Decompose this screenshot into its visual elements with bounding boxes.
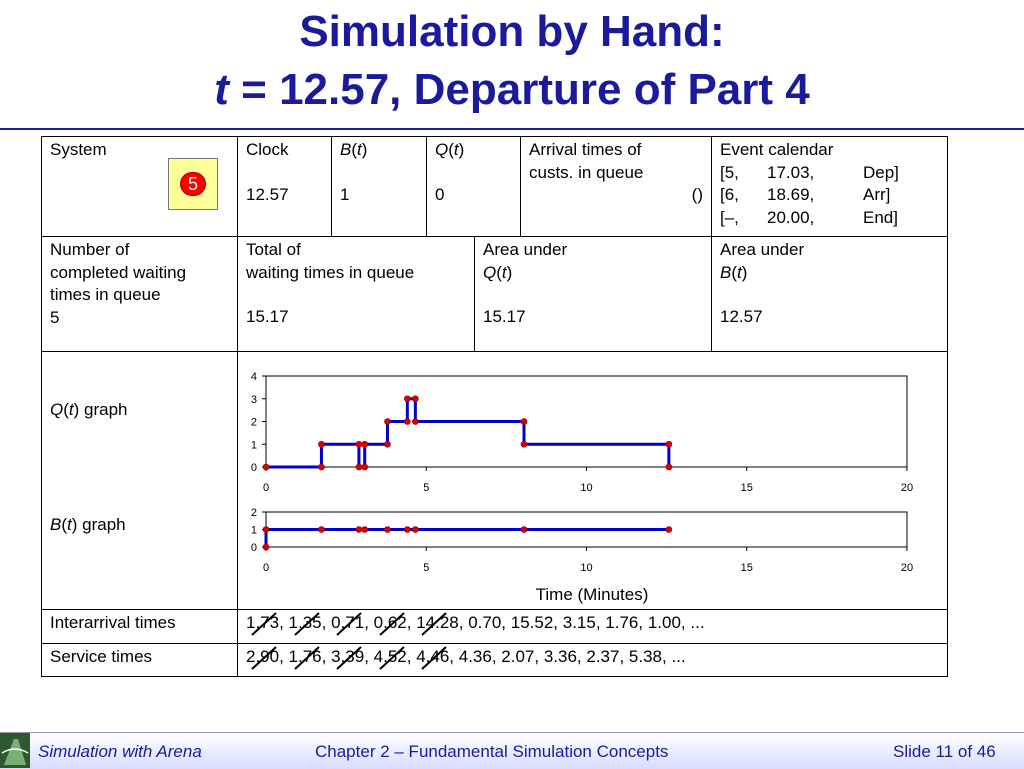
data-point bbox=[356, 527, 362, 533]
num-completed-label-3: times in queue bbox=[50, 285, 161, 304]
data-point bbox=[318, 527, 324, 533]
y-tick-label: 1 bbox=[250, 524, 257, 537]
area-q-func: Q(t) bbox=[483, 262, 513, 282]
service-value: 2.07 bbox=[501, 647, 535, 666]
num-completed-label-1: Number of bbox=[50, 240, 130, 259]
separator: , bbox=[279, 613, 289, 632]
strike-mark bbox=[420, 645, 450, 671]
data-point bbox=[362, 527, 368, 533]
interarrival-value: 1.00 bbox=[647, 613, 681, 632]
interarrival-value: 0.70 bbox=[468, 613, 502, 632]
total-wait-label-1: Total of bbox=[246, 240, 301, 259]
y-tick-label: 2 bbox=[250, 507, 257, 519]
event-entity: [–, bbox=[720, 207, 739, 227]
interarrival-label: Interarrival times bbox=[50, 613, 176, 632]
event-time: 20.00, bbox=[767, 207, 815, 227]
separator: , bbox=[534, 647, 544, 666]
data-point bbox=[318, 464, 324, 470]
data-point bbox=[412, 396, 418, 402]
data-point bbox=[666, 527, 672, 533]
separator: , bbox=[619, 647, 629, 666]
interarrival-value: 0.62 bbox=[374, 613, 407, 632]
qt-value: 0 bbox=[435, 184, 445, 204]
arrival-label-2: custs. in queue bbox=[529, 162, 644, 182]
event-entity: [5, bbox=[720, 162, 739, 182]
system-label: System bbox=[50, 140, 107, 159]
strike-mark bbox=[378, 611, 408, 637]
separator: , bbox=[576, 647, 587, 666]
x-tick-label: 10 bbox=[580, 482, 593, 494]
footer-center: Chapter 2 – Fundamental Simulation Concepts bbox=[315, 742, 669, 761]
separator: , bbox=[458, 613, 469, 632]
bgraph-var: B bbox=[50, 515, 62, 534]
clock-label: Clock bbox=[246, 140, 289, 159]
arrival-label-1: Arrival times of bbox=[529, 140, 642, 159]
service-list bbox=[246, 646, 939, 669]
x-tick-label: 5 bbox=[423, 482, 430, 494]
interarrival-value: 15.52 bbox=[510, 613, 554, 632]
slide-title-line1: Simulation by Hand: bbox=[299, 7, 725, 56]
event-type: End] bbox=[863, 207, 898, 227]
interarrival-label-cell bbox=[41, 609, 238, 644]
separator: , bbox=[364, 647, 374, 666]
interarrival-values-cell bbox=[237, 609, 948, 644]
area-q-value: 15.17 bbox=[483, 307, 526, 326]
data-point bbox=[521, 527, 527, 533]
separator: , bbox=[553, 613, 563, 632]
data-point bbox=[362, 464, 368, 470]
qt-label: Q(t) bbox=[435, 140, 465, 159]
title-rest: = 12.57, Departure of Part 4 bbox=[228, 65, 810, 114]
strike-mark bbox=[335, 645, 365, 671]
area-b-label: Area under bbox=[720, 240, 805, 259]
b-xlabel: Time (Minutes) bbox=[535, 585, 649, 604]
data-point bbox=[356, 441, 362, 447]
qgraph-label: Q(t) graph bbox=[50, 400, 128, 419]
strike-mark bbox=[293, 645, 323, 671]
data-point bbox=[263, 464, 269, 470]
data-point bbox=[263, 527, 269, 533]
series-line bbox=[266, 530, 669, 548]
qt-var: Q bbox=[435, 140, 449, 159]
service-value: 4.52 bbox=[374, 647, 407, 666]
service-values-cell bbox=[237, 643, 948, 677]
separator: , bbox=[501, 613, 511, 632]
x-tick-label: 20 bbox=[900, 562, 914, 574]
event-calendar-label: Event calendar bbox=[720, 140, 834, 159]
data-point bbox=[384, 419, 390, 425]
data-point bbox=[318, 441, 324, 447]
total-wait-value: 15.17 bbox=[246, 307, 289, 326]
bgraph-suffix: graph bbox=[77, 515, 126, 534]
data-point bbox=[356, 464, 362, 470]
service-value: 1.76 bbox=[289, 647, 322, 666]
event-time: 18.69, bbox=[767, 185, 815, 204]
event-time: 17.03, bbox=[767, 162, 815, 182]
data-point bbox=[412, 419, 418, 425]
area-b-value: 12.57 bbox=[720, 307, 763, 326]
strike-mark bbox=[378, 645, 408, 671]
interarrival-value: 3.15 bbox=[562, 613, 596, 632]
service-value: 4.36 bbox=[458, 647, 492, 666]
data-point bbox=[384, 527, 390, 533]
strike-mark bbox=[250, 645, 280, 671]
q-chart bbox=[251, 371, 913, 494]
data-point bbox=[412, 527, 418, 533]
qgraph-var: Q bbox=[50, 400, 64, 419]
num-completed-label-2: completed waiting bbox=[50, 262, 187, 282]
bt-value: 1 bbox=[340, 184, 350, 204]
separator: , bbox=[406, 647, 417, 666]
x-tick-label: 15 bbox=[740, 482, 753, 494]
series-line bbox=[266, 399, 669, 467]
clock-value: 12.57 bbox=[246, 184, 289, 204]
service-value: 4.46 bbox=[416, 647, 449, 666]
y-tick-label: 2 bbox=[250, 416, 257, 429]
arena-logo-icon bbox=[0, 733, 30, 768]
qgraph-paren: t bbox=[68, 400, 74, 419]
service-value: 3.36 bbox=[543, 647, 577, 666]
data-point bbox=[666, 464, 672, 470]
arrival-value: () bbox=[691, 185, 703, 204]
separator: , bbox=[364, 613, 374, 632]
data-point bbox=[666, 441, 672, 447]
strike-mark bbox=[250, 611, 280, 637]
data-point bbox=[404, 419, 410, 425]
event-type: Dep] bbox=[863, 162, 899, 182]
strike-mark bbox=[293, 611, 323, 637]
area-b-func: B(t) bbox=[720, 262, 748, 282]
data-point bbox=[404, 527, 410, 533]
entity-circle: 5 bbox=[180, 172, 206, 196]
separator: , bbox=[491, 647, 502, 666]
strike-mark bbox=[335, 611, 365, 637]
bt-var: B bbox=[340, 140, 352, 159]
data-point bbox=[521, 419, 527, 425]
y-tick-label: 0 bbox=[250, 542, 257, 554]
service-value: 3.39 bbox=[331, 647, 364, 666]
service-value: 5.38 bbox=[628, 647, 663, 666]
separator: , bbox=[406, 613, 417, 632]
bgraph-paren: t bbox=[67, 515, 72, 534]
strike-mark bbox=[420, 611, 450, 637]
x-tick-label: 20 bbox=[900, 482, 914, 494]
interarrival-value: 14.28 bbox=[416, 613, 459, 632]
interarrival-value: ... bbox=[690, 613, 705, 632]
area-b-var: B bbox=[720, 262, 732, 282]
bt-label: B(t) bbox=[340, 140, 368, 159]
event-entity: [6, bbox=[720, 185, 739, 204]
total-wait-label-2: waiting times in queue bbox=[246, 262, 415, 282]
bt-paren: t bbox=[357, 140, 362, 159]
separator: , bbox=[680, 613, 691, 632]
qt-paren: t bbox=[453, 140, 459, 159]
separator: , bbox=[321, 647, 332, 666]
x-tick-label: 0 bbox=[262, 482, 270, 494]
y-tick-label: 3 bbox=[250, 393, 257, 406]
separator: , bbox=[595, 613, 606, 632]
area-b-paren: t bbox=[737, 262, 742, 282]
footer-left: Simulation with Arena bbox=[38, 742, 202, 761]
service-value: 2.90 bbox=[246, 647, 279, 666]
service-value: 2.37 bbox=[586, 647, 620, 666]
area-q-var: Q bbox=[483, 262, 497, 282]
data-point bbox=[263, 544, 269, 550]
area-q-label: Area under bbox=[483, 240, 568, 259]
x-tick-label: 10 bbox=[580, 562, 593, 574]
interarrival-value: 0.71 bbox=[331, 613, 364, 632]
data-point bbox=[521, 441, 527, 447]
footer-right: Slide 11 of 46 bbox=[893, 742, 996, 761]
y-tick-label: 0 bbox=[250, 462, 257, 474]
x-tick-label: 0 bbox=[262, 562, 270, 574]
interarrival-value: 1.35 bbox=[289, 613, 322, 632]
separator: , bbox=[279, 647, 289, 666]
q-plot-frame bbox=[266, 376, 907, 467]
area-q-paren: t bbox=[501, 262, 507, 282]
service-label-cell bbox=[41, 643, 238, 677]
x-tick-label: 15 bbox=[740, 562, 753, 574]
interarrival-value: 1.73 bbox=[246, 613, 279, 632]
data-point bbox=[362, 441, 368, 447]
title-var-t: t bbox=[214, 65, 229, 114]
num-completed-value: 5 bbox=[50, 307, 60, 327]
interarrival-list bbox=[246, 612, 939, 635]
event-type: Arr] bbox=[863, 185, 891, 204]
interarrival-value: 1.76 bbox=[605, 613, 639, 632]
data-point bbox=[384, 441, 390, 447]
bgraph-label: B(t) graph bbox=[50, 515, 126, 534]
x-tick-label: 5 bbox=[423, 562, 430, 574]
service-value: ... bbox=[671, 647, 686, 666]
separator: , bbox=[321, 613, 332, 632]
y-tick-label: 4 bbox=[250, 371, 257, 383]
b-chart bbox=[251, 507, 913, 574]
separator: , bbox=[449, 647, 459, 666]
data-point bbox=[404, 396, 410, 402]
separator: , bbox=[638, 613, 648, 632]
service-label: Service times bbox=[50, 647, 153, 666]
y-tick-label: 1 bbox=[250, 439, 257, 452]
separator: , bbox=[662, 647, 672, 666]
qgraph-suffix: graph bbox=[79, 400, 128, 419]
